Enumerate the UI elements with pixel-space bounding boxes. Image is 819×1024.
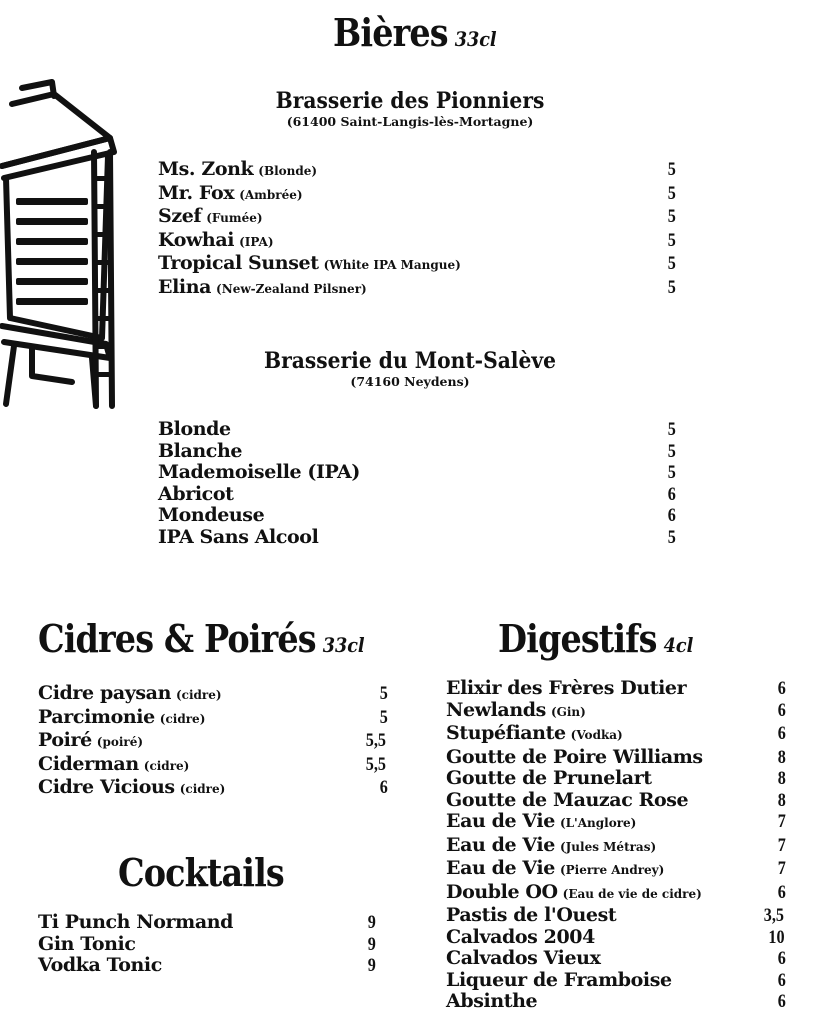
item-price: 6 <box>667 483 676 505</box>
item-price: 5 <box>667 526 676 548</box>
list-item <box>38 754 388 778</box>
list-item <box>446 905 786 927</box>
item-name: Goutte de Poire Williams <box>446 745 703 768</box>
item-note: (Blonde) <box>258 164 318 178</box>
list-item <box>446 811 786 835</box>
list-item <box>38 707 388 731</box>
item-price: 3,5 <box>764 905 785 926</box>
bieres-title-text: Bières <box>333 10 448 55</box>
cidres-volume: 33cl <box>322 633 365 657</box>
list-item <box>158 505 676 527</box>
item-name: Abricot <box>158 482 234 505</box>
list-item <box>446 678 786 700</box>
item-note: (Vodka) <box>570 728 623 742</box>
item-name: Newlands <box>446 698 546 721</box>
item-name: Pastis de l'Ouest <box>446 904 617 926</box>
item-note: (cidre) <box>179 782 226 796</box>
item-name: Mr. Fox <box>158 181 235 204</box>
item-price: 5 <box>667 229 676 251</box>
list-item <box>158 230 676 254</box>
item-price: 8 <box>777 789 786 811</box>
list-item <box>446 858 786 882</box>
list-item <box>446 882 786 906</box>
list-item <box>38 777 388 801</box>
item-note: (Fumée) <box>206 211 263 225</box>
item-price: 10 <box>768 926 785 948</box>
item-price: 6 <box>777 969 786 991</box>
item-name: Elixir des Frères Dutier <box>446 677 687 699</box>
item-price: 7 <box>777 858 786 879</box>
cidres-list <box>38 683 388 801</box>
item-name: Calvados Vieux <box>446 947 601 969</box>
item-price: 6 <box>777 678 786 699</box>
item-note: (New-Zealand Pilsner) <box>216 281 367 296</box>
item-name: Tropical Sunset <box>158 252 319 274</box>
list-item <box>38 683 388 707</box>
cidres-title-text: Cidres & Poirés <box>38 616 316 661</box>
bieres-volume: 33cl <box>454 27 497 51</box>
item-price: 5 <box>667 276 676 298</box>
bieres-title <box>333 10 497 55</box>
item-note: (Gin) <box>550 704 586 719</box>
cocktails-title-text: Cocktails <box>118 850 284 895</box>
brewery-name: Brasserie du Mont-Salève <box>263 348 557 374</box>
item-name: Liqueur de Framboise <box>446 968 672 991</box>
digestifs-list <box>446 678 786 1013</box>
item-note: (cidre) <box>176 688 222 702</box>
item-price: 5 <box>379 683 388 704</box>
brewery-name: Brasserie des Pionniers <box>275 88 545 114</box>
item-price: 7 <box>777 834 786 856</box>
list-item <box>446 790 786 812</box>
item-price: 5 <box>379 706 388 728</box>
list-item <box>38 955 376 977</box>
list-item <box>158 183 676 207</box>
brewery-section-pionniers <box>200 88 620 129</box>
item-name: Cidre paysan <box>38 682 171 704</box>
item-note: (poiré) <box>96 735 144 749</box>
item-price: 7 <box>777 811 786 832</box>
list-item <box>446 927 786 949</box>
item-name: Blonde <box>158 418 231 440</box>
digestifs-title <box>498 616 693 661</box>
list-item <box>446 700 786 724</box>
list-item <box>38 730 388 754</box>
item-price: 5 <box>667 462 676 483</box>
list-item <box>38 912 376 934</box>
item-name: Mondeuse <box>158 504 265 526</box>
item-price: 5 <box>667 419 676 440</box>
list-item <box>158 253 676 277</box>
item-note: (L'Anglore) <box>559 816 637 830</box>
list-item <box>446 747 786 769</box>
item-note: (Pierre Andrey) <box>559 863 665 877</box>
item-name: Vodka Tonic <box>38 954 162 976</box>
item-name: Szef <box>158 205 202 227</box>
item-price: 9 <box>367 955 376 976</box>
list-item <box>446 991 786 1013</box>
brewery-location: (61400 Saint-Langis-lès-Mortagne) <box>286 114 534 129</box>
item-price: 6 <box>777 881 786 903</box>
item-price: 5 <box>667 253 676 274</box>
item-name: Eau de Vie <box>446 810 555 832</box>
item-name: Calvados 2004 <box>446 925 595 948</box>
item-name: Kowhai <box>158 228 235 251</box>
item-name: Parcimonie <box>38 705 155 728</box>
item-price: 6 <box>777 699 786 721</box>
item-name: Goutte de Prunelart <box>446 767 652 789</box>
list-item <box>158 527 676 549</box>
item-name: Ciderman <box>38 752 139 775</box>
list-item <box>446 723 786 747</box>
item-name: Cidre Vicious <box>38 776 175 798</box>
item-price: 5 <box>667 182 676 204</box>
item-price: 6 <box>777 948 786 969</box>
item-price: 9 <box>367 933 376 955</box>
item-name: Elina <box>158 275 212 298</box>
item-name: Goutte de Mauzac Rose <box>446 788 689 811</box>
item-name: Stupéfiante <box>446 722 566 744</box>
list-item <box>446 948 786 970</box>
item-price: 5,5 <box>366 753 387 775</box>
list-item <box>446 768 786 790</box>
item-name: Eau de Vie <box>446 833 555 856</box>
item-name: Poiré <box>38 729 92 751</box>
item-price: 6 <box>777 723 786 744</box>
list-item <box>158 484 676 506</box>
list-item <box>38 934 376 956</box>
list-item <box>158 277 676 301</box>
item-name: Blanche <box>158 439 243 462</box>
item-name: Double OO <box>446 880 558 903</box>
list-item <box>446 970 786 992</box>
list-item <box>158 206 676 230</box>
item-name: Gin Tonic <box>38 932 136 955</box>
item-note: (cidre) <box>143 758 190 773</box>
item-name: Absinthe <box>446 990 538 1012</box>
item-price: 6 <box>777 991 786 1012</box>
item-price: 9 <box>367 912 376 933</box>
beer-list-mont-saleve <box>158 419 676 548</box>
brewery-location: (74160 Neydens) <box>350 374 470 389</box>
digestifs-title-text: Digestifs <box>498 616 657 661</box>
item-note: (Jules Métras) <box>559 839 657 854</box>
item-price: 5 <box>667 159 676 180</box>
item-price: 5 <box>667 440 676 462</box>
cidres-title <box>38 616 365 661</box>
list-item <box>446 835 786 859</box>
brewery-section-mont-saleve <box>200 348 620 389</box>
cocktails-title <box>118 850 284 895</box>
list-item <box>158 462 676 484</box>
water-tower-illustration <box>0 76 132 416</box>
item-name: Ti Punch Normand <box>38 911 234 933</box>
item-note: (cidre) <box>159 711 206 726</box>
item-price: 8 <box>777 768 786 789</box>
item-price: 5,5 <box>366 730 387 751</box>
item-note: (Ambrée) <box>239 187 303 202</box>
item-price: 5 <box>667 206 676 227</box>
list-item <box>158 419 676 441</box>
item-name: IPA Sans Alcool <box>158 525 319 548</box>
cocktails-list <box>38 912 376 977</box>
item-price: 8 <box>777 746 786 768</box>
item-name: Mademoiselle (IPA) <box>158 461 360 483</box>
item-note: (Eau de vie de cidre) <box>562 886 702 901</box>
item-price: 6 <box>379 777 388 798</box>
item-name: Ms. Zonk <box>158 158 254 180</box>
item-note: (White IPA Mangue) <box>323 258 461 272</box>
item-price: 6 <box>667 505 676 526</box>
beer-list-pionniers <box>158 159 676 300</box>
digestifs-volume: 4cl <box>663 633 694 657</box>
list-item <box>158 441 676 463</box>
item-note: (IPA) <box>239 234 274 249</box>
list-item <box>158 159 676 183</box>
item-name: Eau de Vie <box>446 857 555 879</box>
